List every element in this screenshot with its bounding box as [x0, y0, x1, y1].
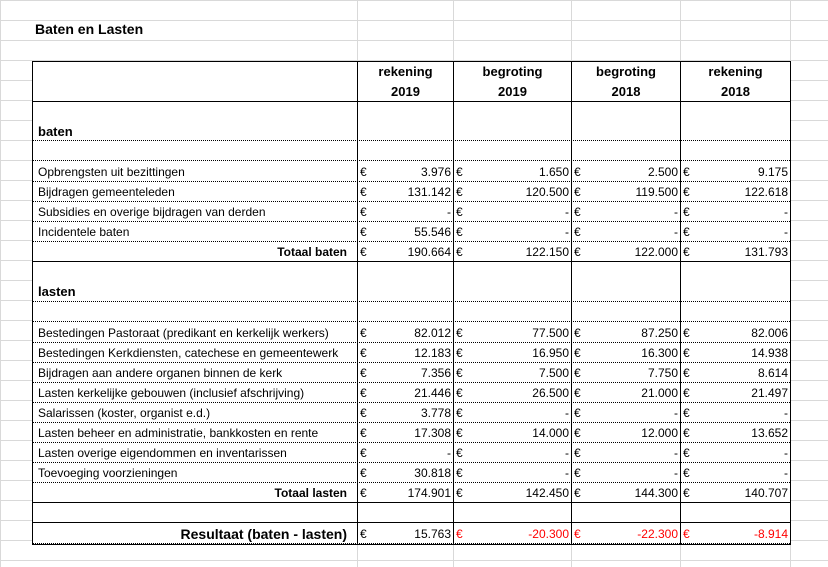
currency-symbol: €	[683, 386, 690, 400]
currency-symbol: €	[360, 406, 367, 420]
currency-symbol: €	[683, 225, 690, 239]
currency-symbol: €	[574, 527, 581, 541]
value-cell: 131.142	[407, 185, 451, 199]
currency-symbol: €	[574, 165, 581, 179]
table-row	[33, 423, 790, 443]
currency-symbol: €	[360, 245, 367, 259]
result-row	[33, 524, 790, 544]
value-cell: 17.308	[414, 426, 451, 440]
value-cell: -	[674, 406, 678, 420]
value-cell: 119.500	[635, 185, 678, 199]
currency-symbol: €	[456, 326, 463, 340]
value-cell: 3.778	[420, 406, 451, 420]
value-cell: -	[784, 446, 788, 460]
currency-symbol: €	[456, 446, 463, 460]
value-cell: 13.652	[751, 426, 788, 440]
value-cell: -8.914	[753, 527, 788, 541]
row-label: Bijdragen aan andere organen binnen de kerk	[38, 366, 283, 380]
value-cell: 120.500	[525, 185, 569, 199]
currency-symbol: €	[683, 205, 690, 219]
currency-symbol: €	[360, 165, 367, 179]
value-cell: 12.183	[414, 346, 451, 360]
total-row-lasten	[33, 483, 790, 503]
value-cell: 190.664	[407, 245, 451, 259]
value-cell: 55.546	[414, 225, 451, 239]
value-cell: -	[674, 466, 678, 480]
value-cell: 82.012	[414, 326, 451, 340]
row-label: Salarissen (koster, organist e.d.)	[38, 406, 211, 420]
value-cell: 12.000	[641, 426, 678, 440]
value-cell: 16.300	[641, 346, 678, 360]
currency-symbol: €	[360, 386, 367, 400]
value-cell: -	[784, 225, 788, 239]
currency-symbol: €	[574, 185, 581, 199]
currency-symbol: €	[456, 245, 463, 259]
currency-symbol: €	[574, 245, 581, 259]
row-label: Bestedingen Kerkdiensten, catechese en gemeentewerk	[38, 346, 339, 360]
table-row	[33, 443, 790, 463]
currency-symbol: €	[360, 486, 367, 500]
currency-symbol: €	[360, 366, 367, 380]
value-cell: -	[447, 205, 451, 219]
table-row	[33, 202, 790, 222]
row-label: Bijdragen gemeenteleden	[38, 185, 175, 199]
value-cell: -	[674, 446, 678, 460]
table-row	[33, 363, 790, 383]
value-cell: -22.300	[637, 527, 678, 541]
currency-symbol: €	[574, 326, 581, 340]
currency-symbol: €	[683, 406, 690, 420]
value-cell: -	[674, 205, 678, 219]
value-cell: 7.750	[647, 366, 678, 380]
table-row	[33, 383, 790, 403]
currency-symbol: €	[456, 406, 463, 420]
section-lasten: lasten	[38, 284, 76, 299]
value-cell: 122.150	[525, 245, 569, 259]
currency-symbol: €	[360, 205, 367, 219]
header-begroting-2018: begroting 2018	[596, 64, 656, 99]
currency-symbol: €	[360, 527, 367, 541]
value-cell: 21.497	[751, 386, 788, 400]
value-cell: -	[784, 406, 788, 420]
value-cell: -	[674, 225, 678, 239]
row-label: Incidentele baten	[38, 225, 130, 239]
value-cell: -	[565, 225, 569, 239]
currency-symbol: €	[456, 205, 463, 219]
header-rekening-2018: rekening 2018	[708, 64, 763, 99]
currency-symbol: €	[456, 486, 463, 500]
divider	[33, 302, 790, 322]
currency-symbol: €	[574, 426, 581, 440]
value-cell: -	[565, 406, 569, 420]
currency-symbol: €	[683, 527, 690, 541]
total-label: Resultaat (baten - lasten)	[180, 526, 347, 542]
currency-symbol: €	[574, 406, 581, 420]
currency-symbol: €	[683, 346, 690, 360]
table-row	[33, 182, 790, 202]
table-row	[33, 343, 790, 363]
value-cell: -	[784, 466, 788, 480]
currency-symbol: €	[456, 527, 463, 541]
value-cell: 14.938	[751, 346, 788, 360]
value-cell: 144.300	[634, 486, 678, 500]
table-row	[33, 323, 790, 343]
value-cell: 174.901	[407, 486, 451, 500]
currency-symbol: €	[456, 386, 463, 400]
currency-symbol: €	[574, 486, 581, 500]
row-label: Lasten overige eigendommen en inventarissen	[38, 446, 287, 460]
value-cell: 142.450	[525, 486, 569, 500]
currency-symbol: €	[574, 366, 581, 380]
value-cell: 21.446	[414, 386, 451, 400]
currency-symbol: €	[360, 185, 367, 199]
value-cell: -	[565, 446, 569, 460]
value-cell: -	[784, 205, 788, 219]
value-cell: -	[565, 466, 569, 480]
value-cell: 3.976	[420, 165, 451, 179]
row-label: Lasten kerkelijke gebouwen (inclusief afschrijving)	[38, 386, 305, 400]
currency-symbol: €	[683, 185, 690, 199]
value-cell: 140.707	[744, 486, 788, 500]
value-cell: 2.500	[647, 165, 678, 179]
currency-symbol: €	[360, 466, 367, 480]
value-cell: 131.793	[744, 245, 788, 259]
table-row	[33, 463, 790, 483]
currency-symbol: €	[360, 426, 367, 440]
currency-symbol: €	[683, 366, 690, 380]
value-cell: 1.650	[538, 165, 569, 179]
value-cell: 82.006	[751, 326, 788, 340]
value-cell: 7.356	[420, 366, 451, 380]
total-label: Totaal baten	[277, 245, 347, 259]
value-cell: 87.250	[641, 326, 678, 340]
currency-symbol: €	[360, 326, 367, 340]
currency-symbol: €	[456, 165, 463, 179]
row-label: Toevoeging voorzieningen	[38, 466, 178, 480]
value-cell: -20.300	[528, 527, 569, 541]
currency-symbol: €	[456, 466, 463, 480]
value-cell: -	[447, 446, 451, 460]
value-cell: 15.763	[414, 527, 451, 541]
value-cell: 21.000	[641, 386, 678, 400]
currency-symbol: €	[683, 245, 690, 259]
header-rekening-2019: rekening 2019	[378, 64, 433, 99]
currency-symbol: €	[683, 326, 690, 340]
currency-symbol: €	[574, 386, 581, 400]
currency-symbol: €	[683, 466, 690, 480]
value-cell: 30.818	[414, 466, 451, 480]
row-label: Bestedingen Pastoraat (predikant en kerkelijk werkers)	[38, 326, 329, 340]
total-label: Totaal lasten	[274, 486, 347, 500]
currency-symbol: €	[574, 446, 581, 460]
page-title: Baten en Lasten	[35, 21, 144, 37]
currency-symbol: €	[574, 205, 581, 219]
table-row	[33, 403, 790, 423]
currency-symbol: €	[683, 426, 690, 440]
value-cell: -	[565, 205, 569, 219]
currency-symbol: €	[683, 446, 690, 460]
table-row	[33, 222, 790, 242]
baten-lasten-table	[32, 61, 791, 545]
row-label: Opbrengsten uit bezittingen	[38, 165, 185, 179]
section-baten: baten	[38, 124, 73, 139]
currency-symbol: €	[456, 366, 463, 380]
currency-symbol: €	[456, 426, 463, 440]
currency-symbol: €	[456, 185, 463, 199]
currency-symbol: €	[574, 466, 581, 480]
value-cell: 77.500	[532, 326, 569, 340]
value-cell: 9.175	[757, 165, 788, 179]
divider	[33, 503, 790, 523]
currency-symbol: €	[683, 165, 690, 179]
currency-symbol: €	[360, 346, 367, 360]
currency-symbol: €	[360, 446, 367, 460]
value-cell: 8.614	[757, 366, 788, 380]
table-row	[33, 162, 790, 182]
value-cell: 7.500	[538, 366, 569, 380]
value-cell: 122.618	[744, 185, 788, 199]
divider	[33, 141, 790, 161]
row-label: Subsidies en overige bijdragen van derden	[38, 205, 266, 219]
currency-symbol: €	[574, 346, 581, 360]
currency-symbol: €	[360, 225, 367, 239]
divider	[33, 282, 790, 302]
divider	[33, 121, 790, 141]
row-label: Lasten beheer en administratie, bankkosten en rente	[38, 426, 319, 440]
value-cell: 14.000	[532, 426, 569, 440]
header-begroting-2019: begroting 2019	[482, 64, 543, 99]
header-border	[33, 82, 790, 102]
currency-symbol: €	[683, 486, 690, 500]
total-row-baten	[33, 242, 790, 262]
currency-symbol: €	[456, 346, 463, 360]
currency-symbol: €	[574, 225, 581, 239]
currency-symbol: €	[456, 225, 463, 239]
value-cell: 122.000	[634, 245, 678, 259]
value-cell: 16.950	[532, 346, 569, 360]
value-cell: 26.500	[532, 386, 569, 400]
